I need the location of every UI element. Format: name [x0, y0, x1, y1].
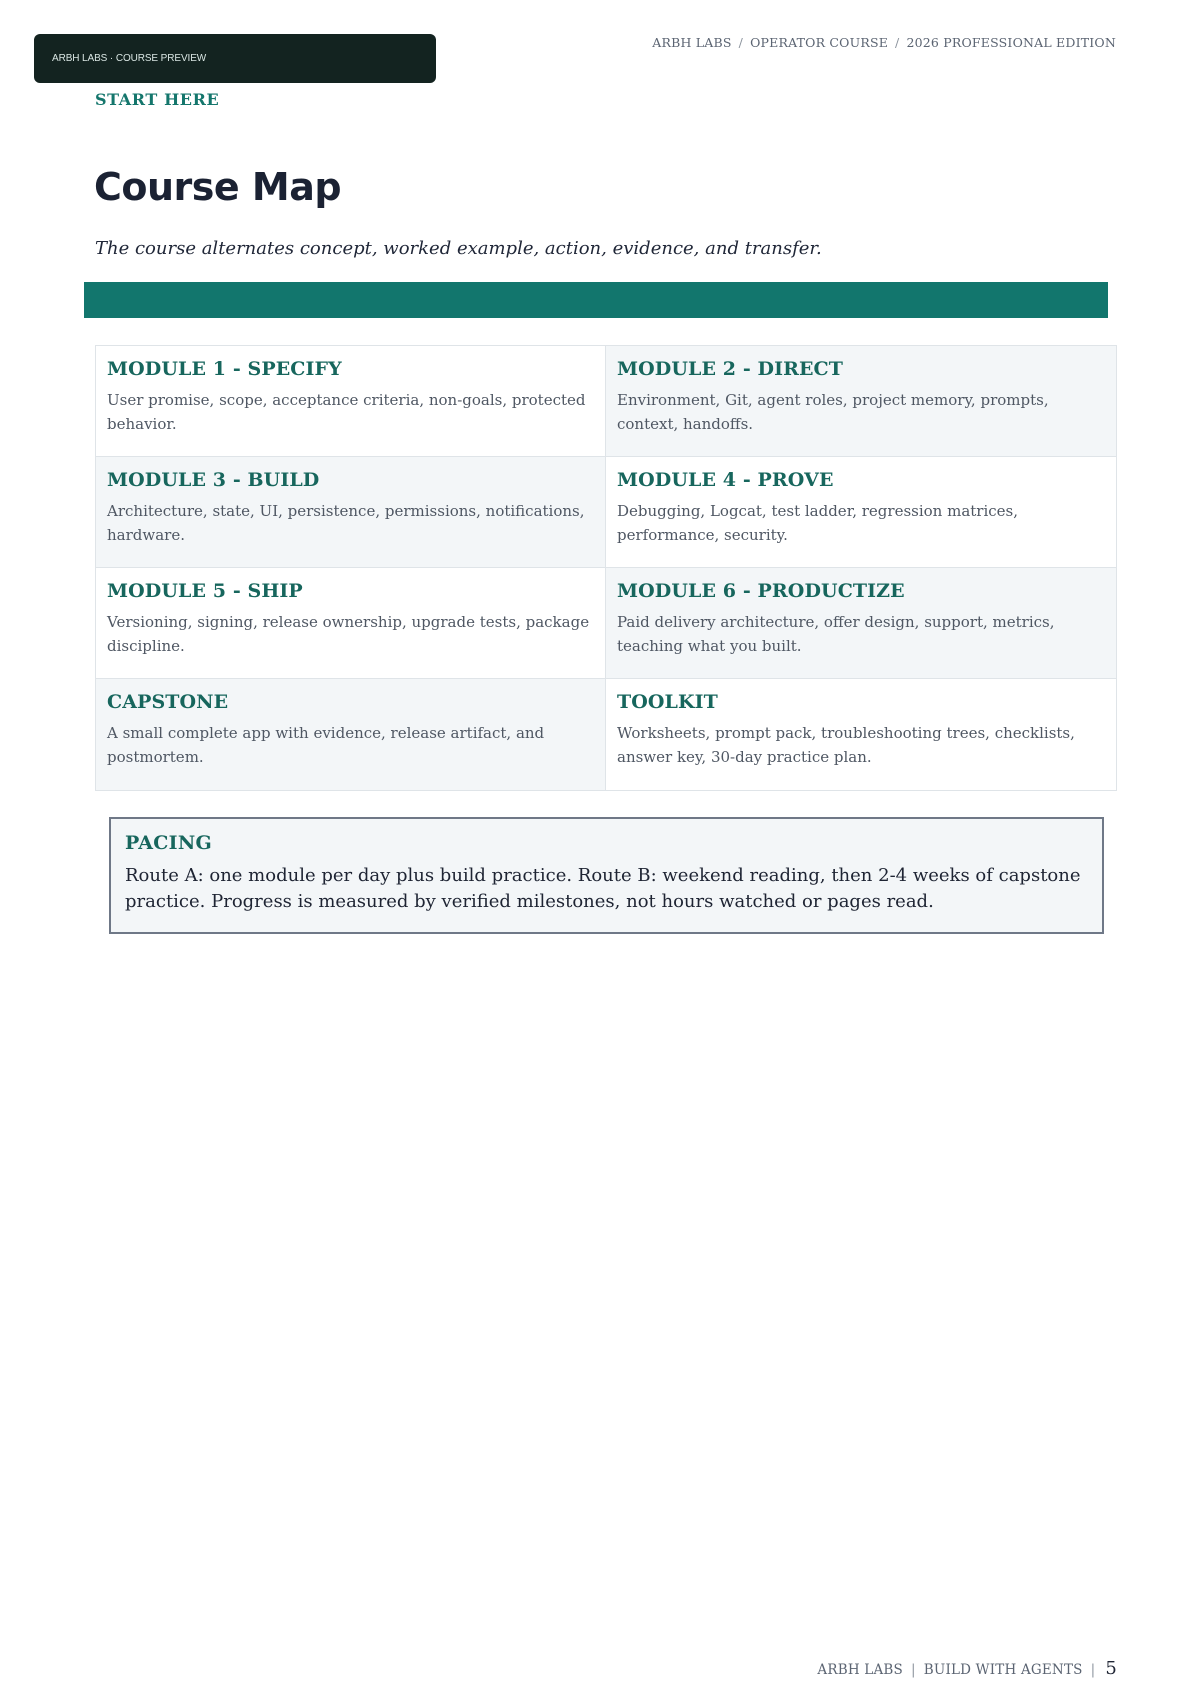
module-description: Debugging, Logcat, test ladder, regression matrices, performance, security.	[617, 502, 1019, 544]
accent-bar	[84, 282, 1108, 318]
module-card	[606, 568, 1116, 679]
module-description: Architecture, state, UI, persistence, permissions, notifications, hardware.	[107, 502, 585, 544]
pacing-body: Route A: one module per day plus build practice. Route B: weekend reading, then 2-4 weeks of capstone practice. Progress is measured by verified milestones, not hours watched or pages read.	[125, 865, 1081, 912]
module-card	[96, 346, 606, 457]
section-kicker: START HERE	[95, 90, 220, 109]
pacing-callout	[109, 817, 1104, 934]
course-preview-badge-label: ARBH LABS · COURSE PREVIEW	[52, 53, 207, 64]
running-head-separator: /	[738, 35, 744, 50]
module-description: Versioning, signing, release ownership, upgrade tests, package discipline.	[107, 613, 590, 655]
page-footer	[817, 1658, 1117, 1679]
capstone-card	[96, 679, 606, 790]
running-head-course: OPERATOR COURSE	[750, 35, 889, 50]
module-title: MODULE 5 - SHIP	[107, 580, 303, 602]
module-grid	[95, 345, 1117, 791]
running-head-brand: ARBH LABS	[652, 35, 732, 50]
page-title: Course Map	[94, 165, 342, 209]
running-head-edition: 2026 PROFESSIONAL EDITION	[906, 35, 1116, 50]
toolkit-title: TOOLKIT	[617, 691, 718, 713]
module-title: MODULE 4 - PROVE	[617, 469, 834, 491]
module-title: MODULE 3 - BUILD	[107, 469, 320, 491]
toolkit-card	[606, 679, 1116, 790]
module-description: Environment, Git, agent roles, project memory, prompts, context, handoffs.	[617, 391, 1049, 433]
page-subtitle: The course alternates concept, worked example, action, evidence, and transfer.	[95, 238, 822, 259]
module-description: Paid delivery architecture, offer design, support, metrics, teaching what you built.	[617, 613, 1055, 655]
course-preview-badge	[34, 34, 436, 83]
toolkit-description: Worksheets, prompt pack, troubleshooting trees, checklists, answer key, 30-day practice plan.	[617, 724, 1075, 766]
footer-separator: |	[1090, 1662, 1096, 1678]
pacing-title: PACING	[125, 832, 213, 854]
module-description: User promise, scope, acceptance criteria, non-goals, protected behavior.	[107, 391, 586, 433]
footer-brand: ARBH LABS	[817, 1662, 903, 1678]
footer-section: BUILD WITH AGENTS	[923, 1662, 1083, 1678]
module-card	[96, 457, 606, 568]
module-card	[606, 346, 1116, 457]
module-card	[606, 457, 1116, 568]
capstone-description: A small complete app with evidence, release artifact, and postmortem.	[107, 724, 545, 766]
module-title: MODULE 2 - DIRECT	[617, 358, 844, 380]
module-title: MODULE 6 - PRODUCTIZE	[617, 580, 905, 602]
running-head-separator: /	[895, 35, 900, 50]
capstone-title: CAPSTONE	[107, 691, 229, 713]
module-title: MODULE 1 - SPECIFY	[107, 358, 342, 380]
module-card	[96, 568, 606, 679]
footer-separator: |	[911, 1662, 916, 1678]
page-number: 5	[1105, 1658, 1117, 1679]
running-head	[652, 35, 1116, 50]
